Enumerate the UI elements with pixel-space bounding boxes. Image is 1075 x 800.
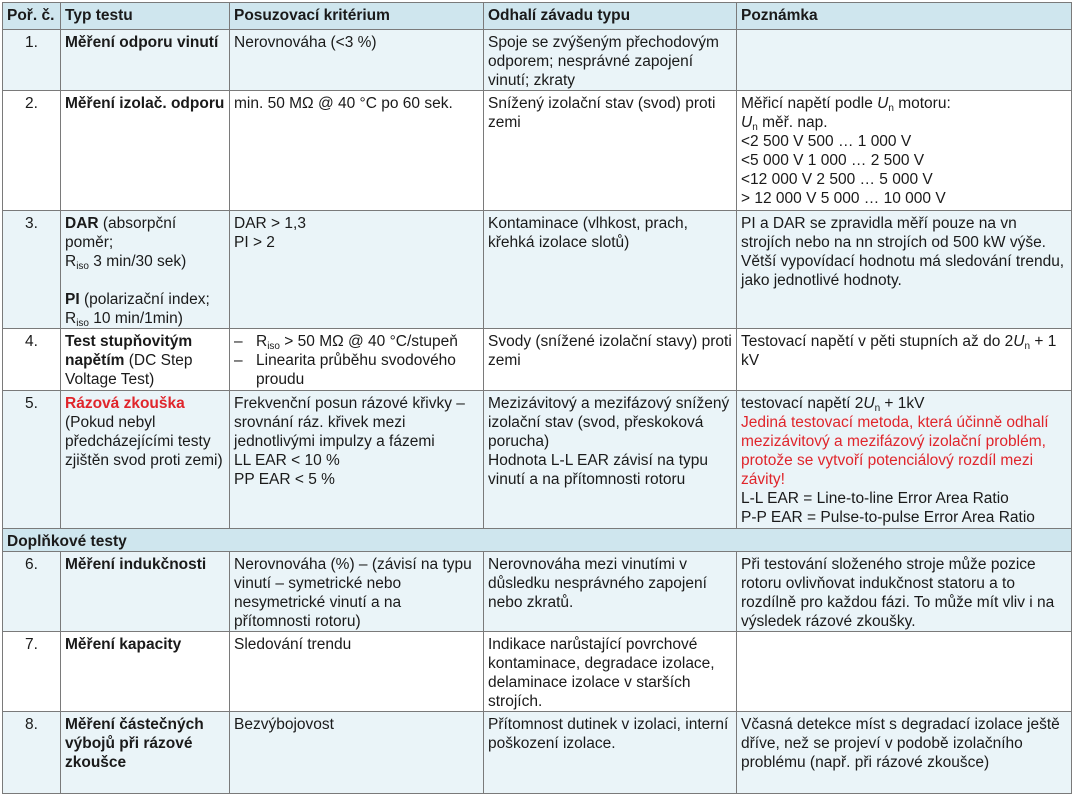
table-row — [3, 552, 1072, 632]
defect: Přítomnost dutinek v izolaci, interní poškození izolace. — [484, 712, 737, 794]
row-number: 5. — [3, 391, 61, 529]
note: Při testování složeného stroje může pozice rotoru ovlivňovat indukčnost statoru a to rozdílně pro každou fázi. To může mít vliv i na výsledek rázové zkoušky. — [737, 552, 1072, 632]
defect: Mezizávitový a mezifázový snížený izolační stav (svod, přeskoková porucha) Hodnota L-L EAR závisí na typu vinutí a na přítomnosti rotoru — [484, 391, 737, 529]
row-number: 3. — [3, 211, 61, 329]
criterion: Bezvýbojovost — [230, 712, 484, 794]
header-cell-test-type: Typ testu — [61, 3, 230, 30]
table-row — [3, 211, 1072, 329]
defect: Indikace narůstající povrchové kontaminace, degradace izolace, delaminace izolace v starších strojích. — [484, 632, 737, 712]
row-number: 2. — [3, 91, 61, 211]
note: PI a DAR se zpravidla měří pouze na vn strojích nebo na nn strojích od 500 kW výše. Větší vypovídací hodnotu má sledování trendu, jako jednotlivé hodnoty. — [737, 211, 1072, 329]
row-number: 8. — [3, 712, 61, 794]
test-table — [2, 2, 1072, 794]
criterion: – $R_{iso} > 50$ MΩ @ 40 °C/stupeň – Linearita průběhu svodového proudu — [230, 329, 484, 391]
note: testovací napětí $2U_n + 1kV$ Jediná testovací metoda, která účinně odhalí mezizávitový a mezifázový izolační problém, protože se vytvoří potenciálový rozdíl mezi závity! L-L EAR = Line-to-line Error Area Ratio P-P EAR = Pulse-to-pulse Error Area Ratio — [737, 391, 1072, 529]
header-row — [3, 3, 1072, 30]
test-type: Rázová zkouška (Pokud nebyl předcházejícími testy zjištěn svod proti zemi) — [61, 391, 230, 529]
header-cell-criterion: Posuzovací kritérium — [230, 3, 484, 30]
table-row — [3, 632, 1072, 712]
note: Měřicí napětí podle $U_n$ motoru: $U_n$ měř. nap. <2 500 V 500 … 1 000 V <5 000 V 1 000 … 2 500 V <12 000 V 2 500 … 5 000 V > 12 000 V 5 000 … 10 000 V — [737, 91, 1072, 211]
note — [737, 632, 1072, 712]
defect: Spoje se zvýšeným přechodovým odporem; nesprávné zapojení vinutí; zkraty — [484, 30, 737, 91]
table-row — [3, 391, 1072, 529]
criterion: DAR > 1,3 PI > 2 — [230, 211, 484, 329]
criterion: Sledování trendu — [230, 632, 484, 712]
row-number: 4. — [3, 329, 61, 391]
header-cell-number: Poř. č. — [3, 3, 61, 30]
criterion: min. 50 MΩ @ 40 °C po 60 sek. — [230, 91, 484, 211]
test-type: Měření kapacity — [61, 632, 230, 712]
defect: Kontaminace (vlhkost, prach, křehká izolace slotů) — [484, 211, 737, 329]
table-row — [3, 712, 1072, 794]
test-type: Měření částečných výbojů při rázové zkoušce — [61, 712, 230, 794]
row-number: 6. — [3, 552, 61, 632]
test-type: Měření indukčnosti — [61, 552, 230, 632]
table-row — [3, 329, 1072, 391]
header-cell-defect: Odhalí závadu typu — [484, 3, 737, 30]
note — [737, 30, 1072, 91]
table-row — [3, 91, 1072, 211]
note: Testovací napětí v pěti stupních až do $2U_n + 1$ kV — [737, 329, 1072, 391]
test-type: Měření izolač. odporu — [61, 91, 230, 211]
defect: Nerovnováha mezi vinutími v důsledku nesprávného zapojení nebo zkratů. — [484, 552, 737, 632]
row-number: 1. — [3, 30, 61, 91]
test-type: Měření odporu vinutí — [61, 30, 230, 91]
defect: Snížený izolační stav (svod) proti zemi — [484, 91, 737, 211]
criterion: Nerovnováha (<3 %) — [230, 30, 484, 91]
test-type: Test stupňovitým napětím (DC Step Voltage Test) — [61, 329, 230, 391]
section-title: Doplňkové testy — [3, 529, 1072, 552]
header-cell-note: Poznámka — [737, 3, 1072, 30]
note: Včasná detekce míst s degradací izolace ještě dříve, než se projeví v podobě izolačního problému (např. při rázové zkoušce) — [737, 712, 1072, 794]
table-row — [3, 30, 1072, 91]
defect: Svody (snížené izolační stavy) proti zemi — [484, 329, 737, 391]
section-row — [3, 529, 1072, 552]
row-number: 7. — [3, 632, 61, 712]
test-type: DAR (absorpční poměr; $R_{iso}$ 3 min/30 sek) PI (polarizační index; $R_{iso}$ 10 min/1min) — [61, 211, 230, 329]
criterion: Nerovnováha (%) – (závisí na typu vinutí – symetrické nebo nesymetrické vinutí a na přítomnosti rotoru) — [230, 552, 484, 632]
criterion: Frekvenční posun rázové křivky – srovnání ráz. křivek mezi jednotlivými impulzy a fázemi LL EAR < 10 % PP EAR < 5 % — [230, 391, 484, 529]
